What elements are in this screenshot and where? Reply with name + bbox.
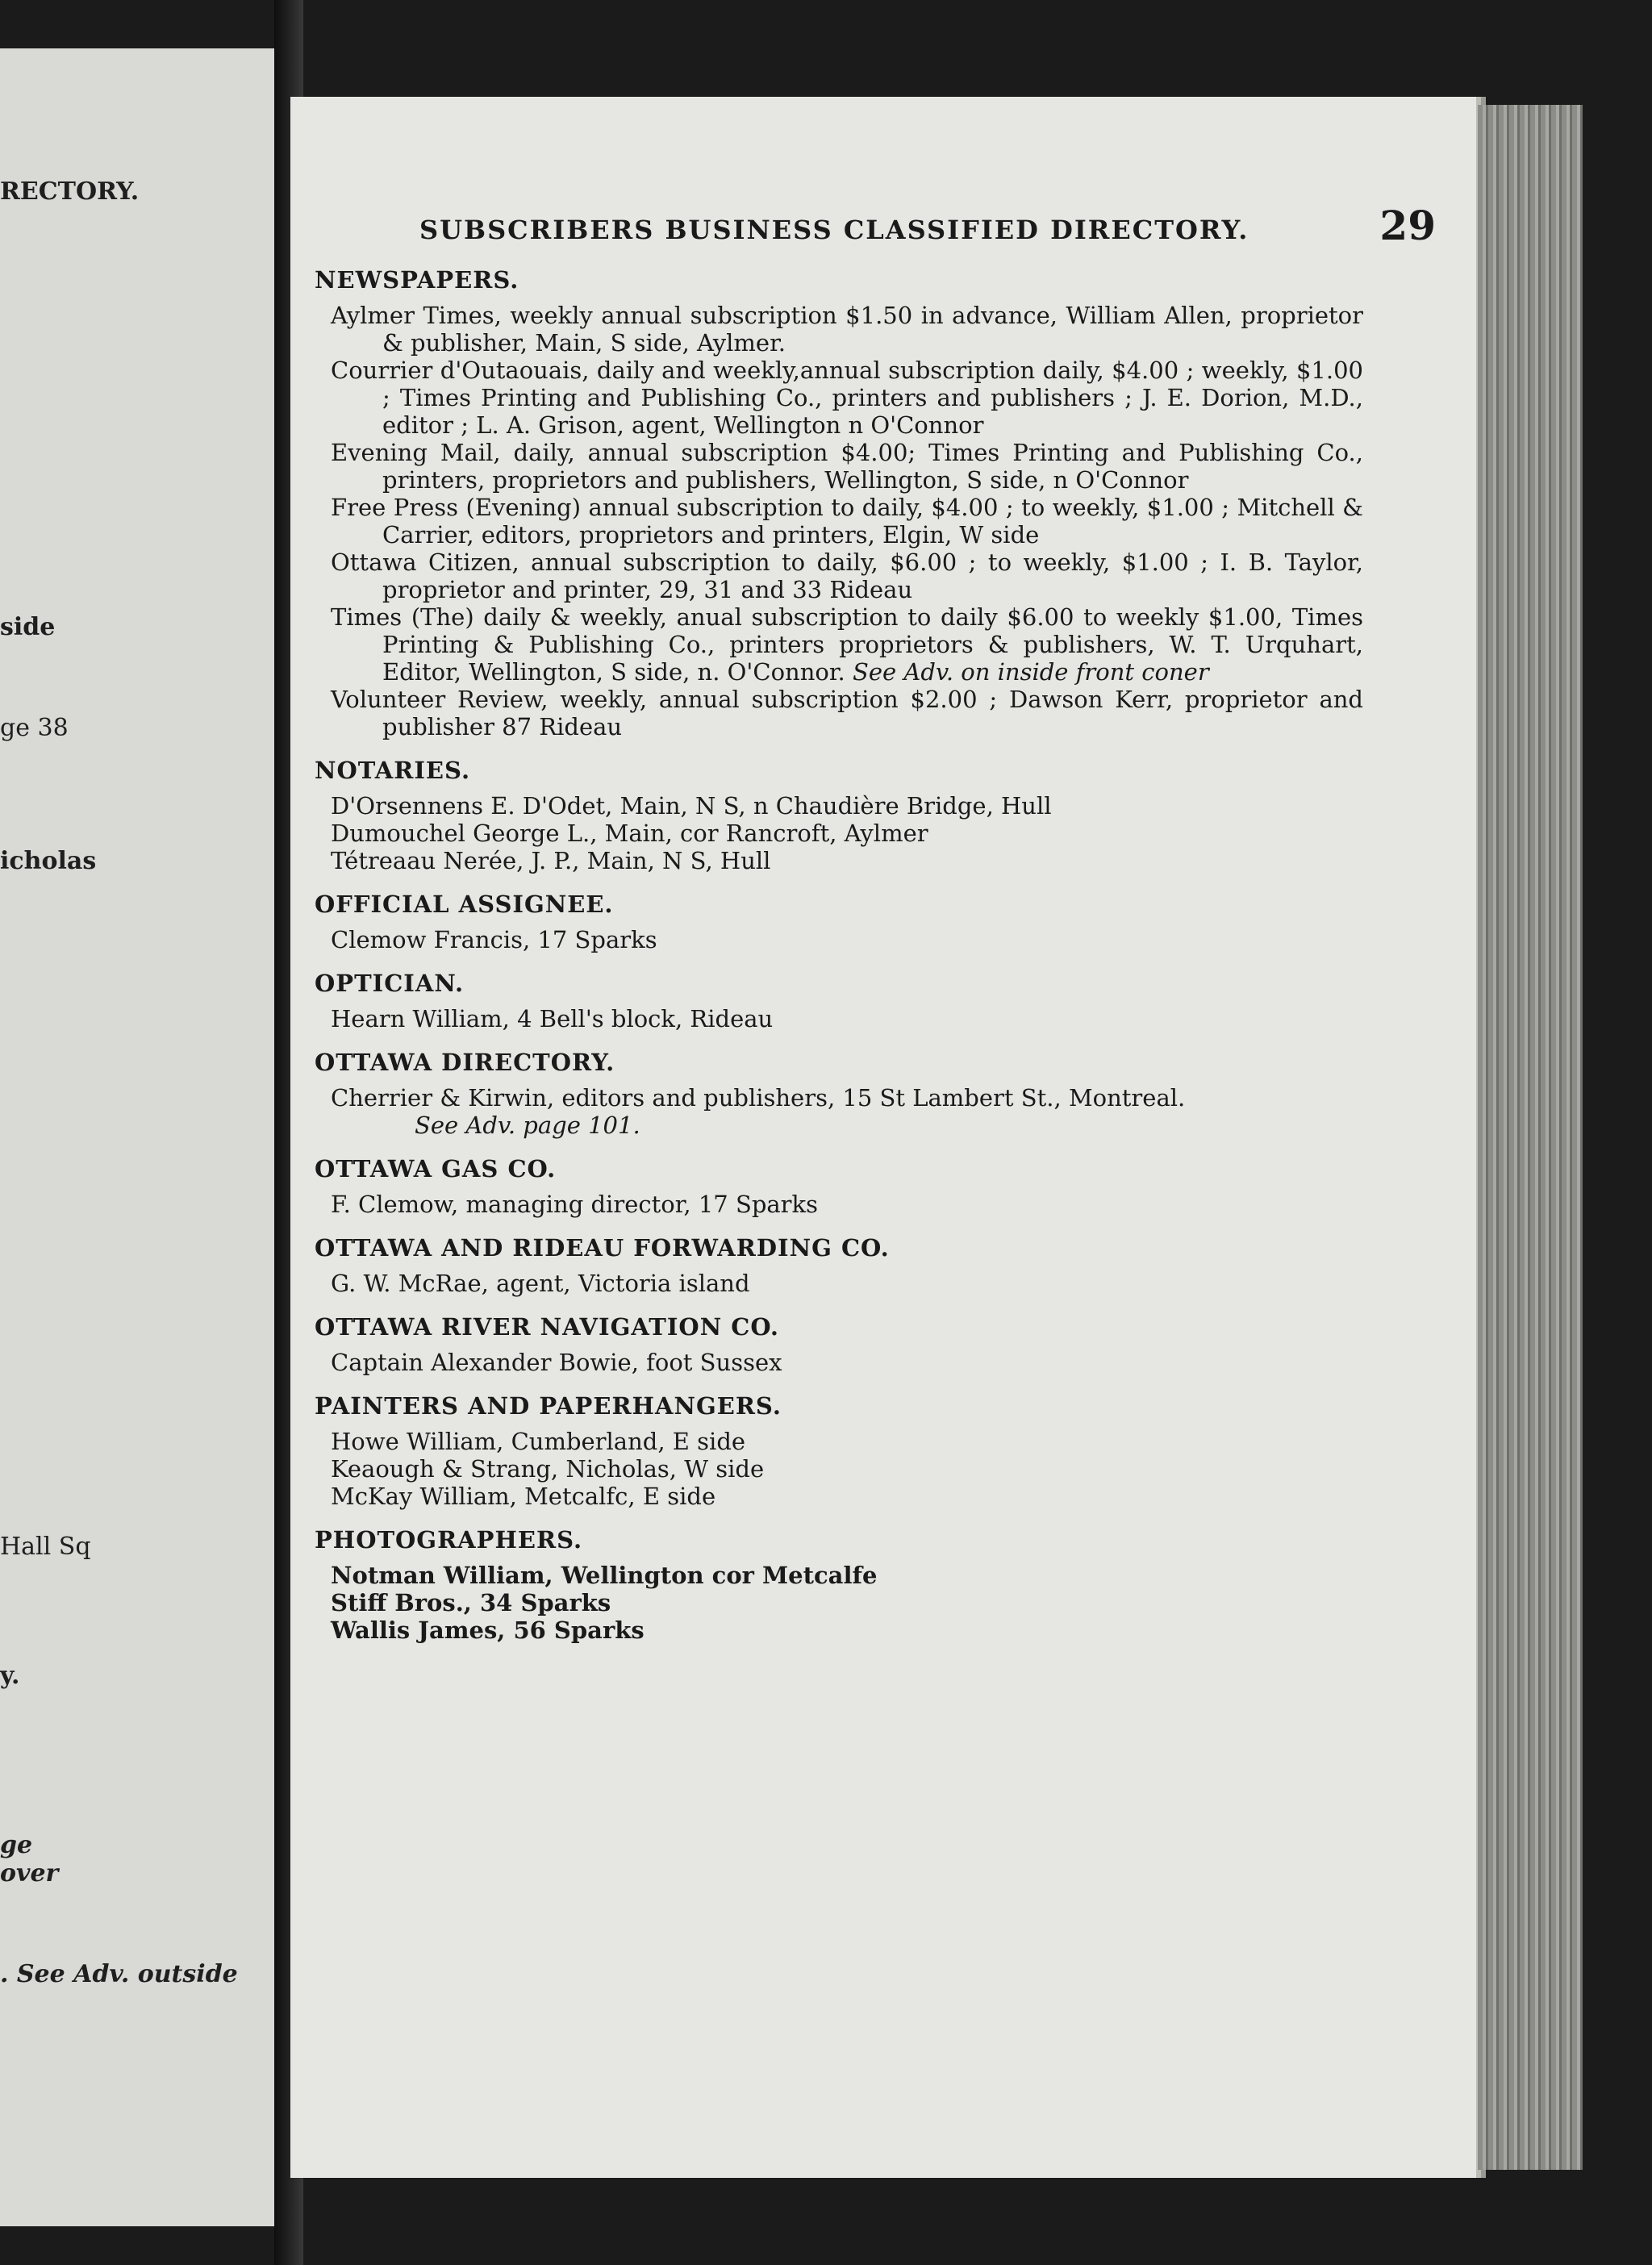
entry-text: Volunteer Review, weekly, annual subscription $2.00 ; Dawson Kerr, proprietor and publisher 87 Rideau (331, 686, 1363, 740)
page-number: 29 (1379, 202, 1436, 249)
directory-entry (315, 1191, 1363, 1218)
entry-text: McKay William, Metcalfc, E side (331, 1483, 716, 1510)
left-page-fragment: over (0, 1859, 59, 1888)
section-heading: NOTARIES. (315, 757, 471, 784)
directory-content (315, 266, 1363, 1660)
right-page (290, 97, 1476, 2178)
page-title: SUBSCRIBERS BUSINESS CLASSIFIED DIRECTORY. (419, 215, 1249, 245)
section-heading: OTTAWA DIRECTORY. (315, 1049, 615, 1076)
directory-entry (315, 1616, 1363, 1644)
directory-entry (315, 439, 1363, 494)
section-heading: NEWSPAPERS. (315, 266, 519, 294)
section-heading: OPTICIAN. (315, 970, 465, 997)
section-heading: OTTAWA GAS CO. (315, 1155, 557, 1183)
page-stack-edges (1478, 105, 1583, 2170)
entry-text: G. W. McRae, agent, Victoria island (331, 1270, 750, 1297)
entry-text: Stiff Bros., 34 Sparks (331, 1589, 611, 1616)
entry-text: Times (The) daily & weekly, anual subscription to daily $6.00 to weekly $1.00, Times Printing & Publishing Co., printers proprietors & publishers, W. T. Urquhart, Editor, Wellington, S side, n. O'Connor. (331, 603, 1363, 686)
directory-section (315, 891, 1363, 953)
directory-section (315, 1313, 1363, 1376)
directory-entry (315, 1428, 1363, 1455)
directory-entry (315, 792, 1363, 820)
left-page-fragment: . See Adv. outside (0, 1960, 238, 1988)
entry-text: Tétreaau Nerée, J. P., Main, N S, Hull (331, 847, 771, 874)
directory-entry (315, 1562, 1363, 1589)
section-heading: PHOTOGRAPHERS. (315, 1526, 583, 1554)
advertisement-reference: See Adv. on inside front coner (845, 658, 1209, 686)
left-page-fragment: side (0, 613, 56, 641)
section-heading: OFFICIAL ASSIGNEE. (315, 891, 614, 918)
left-page (0, 48, 276, 2226)
directory-section (315, 970, 1363, 1032)
entry-text: Courrier d'Outaouais, daily and weekly,annual subscription daily, $4.00 ; weekly, $1.00 ; Times Printing and Publishing Co., printers and publishers ; J. E. Dorion, M.D., editor ; L. A. Grison, agent, Wellington n O'Connor (331, 357, 1363, 439)
left-page-fragment: ge 38 (0, 714, 69, 742)
entry-text: Ottawa Citizen, annual subscription to daily, $6.00 ; to weekly, $1.00 ; I. B. Taylor, proprietor and printer, 29, 31 and 33 Rideau (331, 549, 1363, 603)
page-header (419, 202, 1436, 258)
directory-section (315, 757, 1363, 874)
entry-text: F. Clemow, managing director, 17 Sparks (331, 1191, 818, 1218)
directory-entry (315, 1589, 1363, 1616)
directory-entry (315, 1084, 1363, 1139)
directory-entry (315, 926, 1363, 953)
entry-text: Keaough & Strang, Nicholas, W side (331, 1455, 765, 1483)
directory-entry (315, 549, 1363, 603)
entry-text: Notman William, Wellington cor Metcalfe (331, 1562, 878, 1589)
directory-entry (315, 1005, 1363, 1032)
directory-entry (315, 1270, 1363, 1297)
entry-text: D'Orsennens E. D'Odet, Main, N S, n Chaudière Bridge, Hull (331, 792, 1052, 820)
directory-entry (315, 1455, 1363, 1483)
entry-text: Clemow Francis, 17 Sparks (331, 926, 657, 953)
directory-entry (315, 820, 1363, 847)
directory-section (315, 1155, 1363, 1218)
directory-entry (315, 686, 1363, 740)
directory-entry (315, 357, 1363, 439)
section-heading: PAINTERS AND PAPERHANGERS. (315, 1392, 782, 1420)
entry-text: Aylmer Times, weekly annual subscription $1.50 in advance, William Allen, proprietor & publisher, Main, S side, Aylmer. (331, 302, 1363, 357)
directory-entry (315, 1349, 1363, 1376)
directory-entry (315, 603, 1363, 686)
entry-text: Dumouchel George L., Main, cor Rancroft, Aylmer (331, 820, 928, 847)
left-page-fragment: y. (0, 1662, 20, 1690)
section-heading: OTTAWA RIVER NAVIGATION CO. (315, 1313, 780, 1341)
entry-text: Evening Mail, daily, annual subscription $4.00; Times Printing and Publishing Co., printers, proprietors and publishers, Wellington, S side, n O'Connor (331, 439, 1363, 494)
directory-section (315, 266, 1363, 740)
directory-section (315, 1049, 1363, 1139)
entry-text: Howe William, Cumberland, E side (331, 1428, 746, 1455)
directory-entry (315, 847, 1363, 874)
entry-text: Cherrier & Kirwin, editors and publishers, 15 St Lambert St., Montreal. (331, 1084, 1186, 1112)
directory-section (315, 1526, 1363, 1644)
entry-text: Wallis James, 56 Sparks (331, 1616, 645, 1644)
entry-text: Hearn William, 4 Bell's block, Rideau (331, 1005, 774, 1032)
directory-entry (315, 494, 1363, 549)
directory-section (315, 1234, 1363, 1297)
directory-section (315, 1392, 1363, 1510)
advertisement-reference: See Adv. page 101. (415, 1112, 640, 1139)
left-page-fragment: ge (0, 1831, 33, 1859)
directory-entry (315, 1483, 1363, 1510)
left-page-fragment: RECTORY. (0, 177, 140, 206)
entry-text: Free Press (Evening) annual subscription to daily, $4.00 ; to weekly, $1.00 ; Mitchell & Carrier, editors, proprietors and printers, Elgin, W side (331, 494, 1363, 549)
directory-entry (315, 302, 1363, 357)
entry-text: Captain Alexander Bowie, foot Sussex (331, 1349, 782, 1376)
section-heading: OTTAWA AND RIDEAU FORWARDING CO. (315, 1234, 890, 1262)
left-page-fragment: icholas (0, 847, 97, 875)
left-page-fragment: Hall Sq (0, 1533, 91, 1561)
